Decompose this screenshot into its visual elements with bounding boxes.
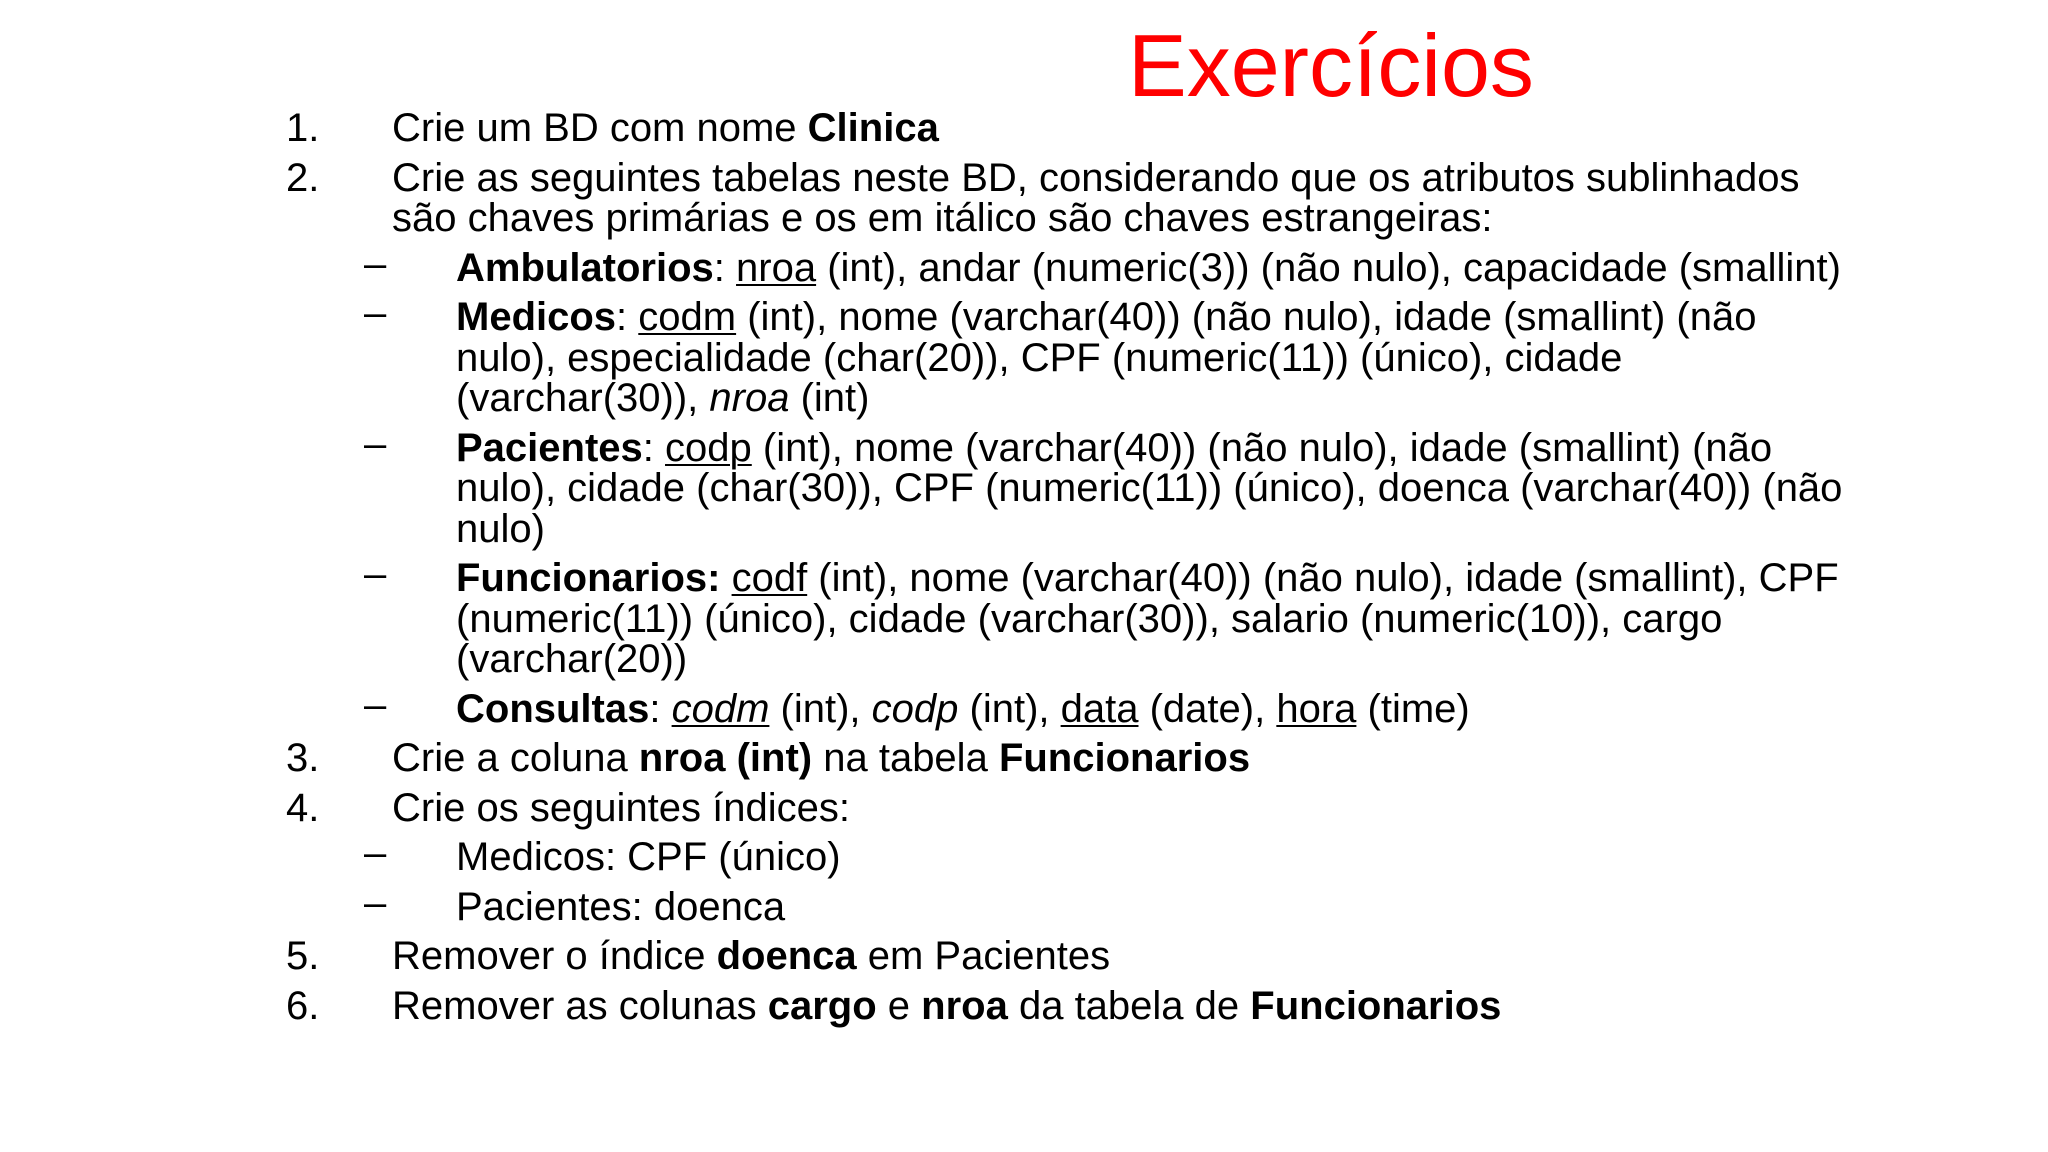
index-item-2 — [0, 880, 2048, 929]
item-text: Crie os seguintes índices: — [392, 785, 851, 830]
primary-key: codf — [731, 556, 808, 600]
attr-type: (int), — [769, 686, 872, 731]
table-name: Consultas — [456, 686, 650, 731]
table-pacientes — [0, 421, 2048, 551]
list-marker: 1. — [286, 106, 320, 150]
separator: : — [616, 295, 639, 339]
dash-marker: – — [364, 831, 387, 875]
exercise-list — [0, 108, 2048, 1148]
exercise-item-6 — [0, 983, 2048, 1028]
table-attributes: (int), nome (varchar(40)) (não nulo), idade (smallint) (não nulo), cidade (char(30)), CPF (numeric(11)) (único), doenca (varchar(40)) (não nulo) — [456, 425, 1843, 551]
separator — [720, 556, 731, 600]
table-attributes: (int), nome (varchar(40)) (não nulo), idade (smallint) (não nulo), especialidade (char(20)), CPF (numeric(11)) (único), cidade (varchar(30)), — [456, 295, 1757, 420]
primary-key-data: data — [1060, 686, 1139, 731]
foreign-key: nroa — [709, 376, 790, 420]
item-text: na tabela — [812, 736, 999, 780]
table-name: Pacientes — [456, 425, 643, 470]
attr-type: (time) — [1356, 686, 1470, 731]
dash-marker: – — [364, 241, 387, 286]
index-text: Medicos: CPF (único) — [456, 835, 841, 879]
table-name: Funcionarios — [998, 736, 1251, 780]
db-name: Clinica — [807, 106, 939, 150]
item-text: Remover as colunas — [392, 983, 768, 1028]
list-marker: 5. — [286, 934, 320, 978]
item-text: em Pacientes — [856, 934, 1111, 978]
dash-marker: – — [364, 421, 387, 466]
primary-key: nroa — [736, 245, 817, 290]
table-name: Medicos — [456, 295, 617, 339]
list-marker: 6. — [286, 983, 320, 1028]
dash-marker: – — [364, 880, 387, 925]
exercise-item-1 — [0, 108, 2048, 149]
item-text: da tabela de — [1007, 983, 1251, 1028]
table-funcionarios — [0, 552, 2048, 681]
list-marker: 3. — [286, 736, 320, 780]
index-name: doenca — [716, 934, 857, 978]
column-name: nroa (int) — [638, 736, 813, 780]
table-consultas — [0, 682, 2048, 731]
table-name: Ambulatorios — [456, 245, 714, 290]
exercise-item-5 — [0, 936, 2048, 977]
item-text: Crie um BD com nome — [392, 106, 808, 150]
exercise-item-2 — [0, 155, 2048, 240]
column-name: cargo — [767, 983, 877, 1028]
index-text: Pacientes: doenca — [456, 884, 786, 929]
table-ambulatorios — [0, 241, 2048, 290]
exercise-item-3 — [0, 738, 2048, 779]
item-text: Remover o índice — [392, 934, 717, 978]
attr-type: (date), — [1138, 686, 1277, 731]
list-marker: 2. — [286, 155, 320, 200]
table-attributes: (int), andar (numeric(3)) (não nulo), capacidade (smallint) — [816, 245, 1841, 290]
table-attributes: (int), nome (varchar(40)) (não nulo), idade (smallint), CPF (numeric(11)) (único), cidade (varchar(30)), salario (numeric(10)), cargo (varchar(20)) — [456, 556, 1839, 681]
dash-marker: – — [364, 552, 387, 596]
slide-title: Exercícios — [1128, 16, 1534, 115]
column-name: nroa — [921, 983, 1008, 1028]
foreign-key-codp: codp — [871, 686, 959, 731]
item-text: e — [876, 983, 922, 1028]
dash-marker: – — [364, 682, 387, 727]
list-marker: 4. — [286, 785, 320, 830]
table-attributes-end: (int) — [789, 376, 870, 420]
item-text: Crie a coluna — [392, 736, 639, 780]
table-name: Funcionarios — [1250, 983, 1502, 1028]
item-text: Crie as seguintes tabelas neste BD, considerando que os atributos sublinhados são chaves primárias e os em itálico são chaves estrangeiras: — [392, 155, 1800, 240]
exercise-item-4 — [0, 785, 2048, 830]
separator: : — [642, 425, 666, 470]
primary-key-hora: hora — [1276, 686, 1357, 731]
primary-key: codp — [665, 425, 752, 470]
primary-key: codm — [638, 295, 737, 339]
dash-marker: – — [364, 291, 387, 335]
table-medicos — [0, 291, 2048, 420]
separator: : — [649, 686, 672, 731]
attr-type: (int), — [958, 686, 1061, 731]
foreign-key-codm: codm — [671, 686, 770, 731]
table-name: Funcionarios: — [456, 556, 721, 600]
separator: : — [713, 245, 737, 290]
index-item-1 — [0, 831, 2048, 879]
